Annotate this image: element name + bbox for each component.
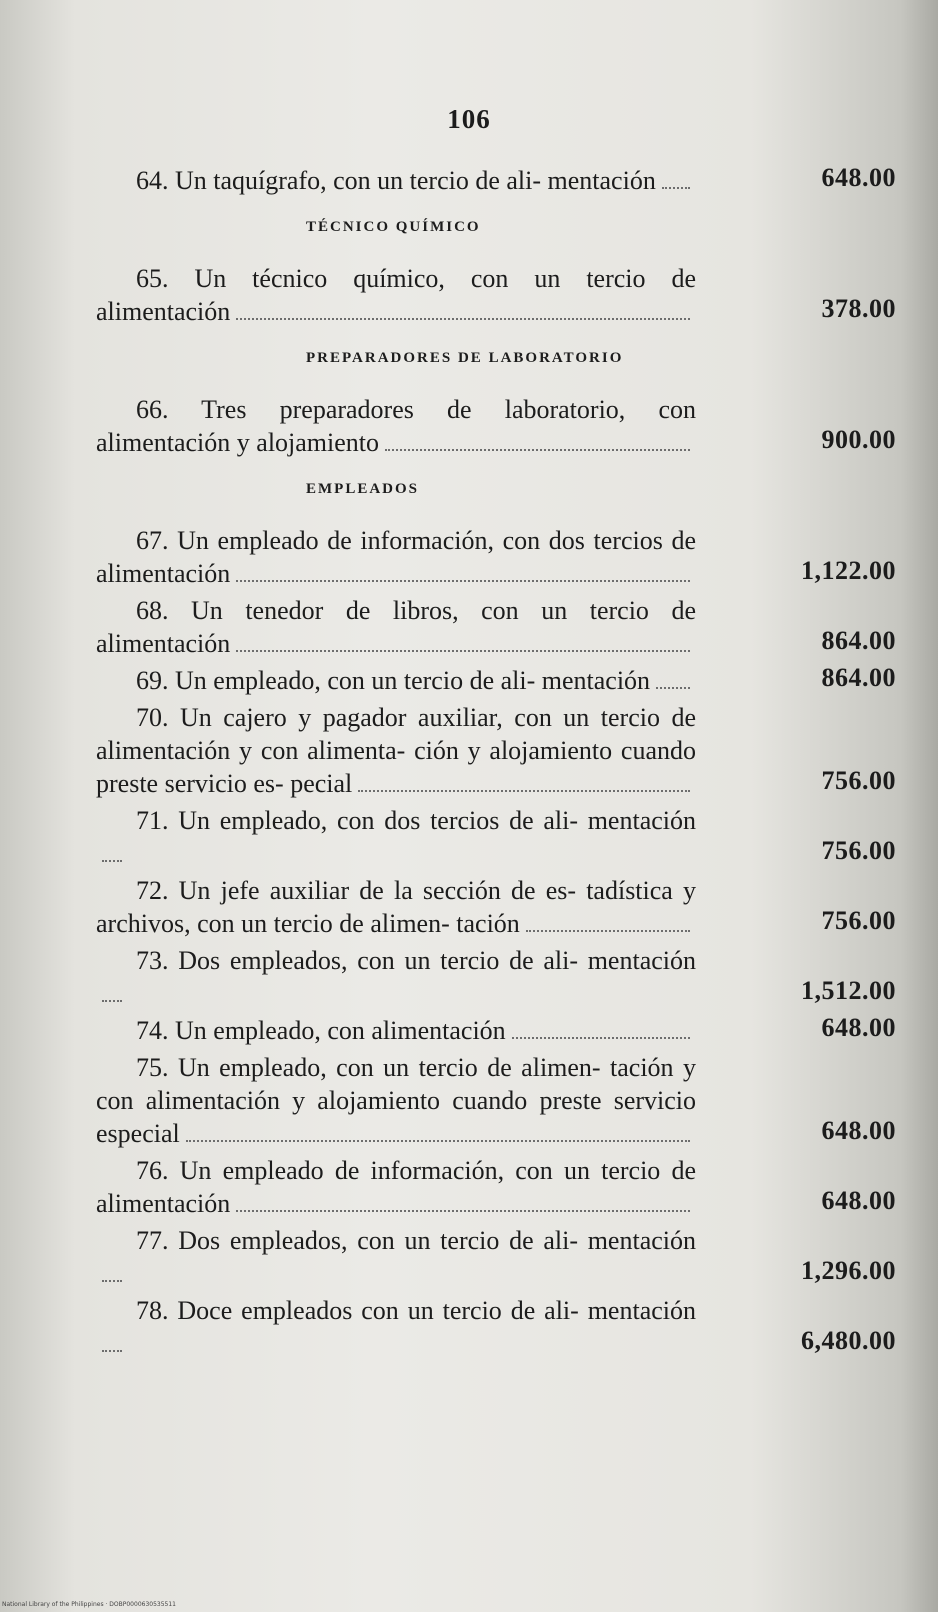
item-amount: 648.00: [821, 1186, 896, 1215]
item-description-end: de alimentación: [96, 596, 696, 658]
leader-dots: [358, 790, 690, 792]
section-heading: PREPARADORES DE LABORATORIO: [306, 350, 624, 366]
item-amount: 900.00: [821, 425, 896, 454]
leader-dots: [102, 860, 122, 862]
leader-dots: [385, 449, 690, 451]
item-description-end: 74. Un empleado, con alimentación: [136, 1016, 506, 1045]
item-description-end: mentación: [587, 1296, 696, 1325]
leader-dots: [512, 1037, 690, 1039]
item-description: 78. Doce empleados con un tercio de ali-: [136, 1296, 579, 1325]
item-description-end: alimentación: [96, 297, 231, 326]
leader-dots: [102, 1280, 122, 1282]
budget-item: [96, 1014, 896, 1047]
item-description: 77. Dos empleados, con un tercio de ali-: [136, 1226, 578, 1255]
library-footer: National Library of the Philippines · DOBP0000630535511: [2, 1601, 176, 1608]
budget-item: [96, 701, 896, 800]
leader-dots: [102, 1000, 122, 1002]
item-description-end: cuando preste servicio especial: [96, 1086, 697, 1148]
item-description: 72. Un jefe auxiliar de la sección de es- tadística y archivos, con un tercio de alimen-: [96, 876, 696, 938]
budget-item-list: [96, 164, 896, 1364]
item-description: 76. Un empleado de información, con un: [136, 1156, 590, 1185]
item-description-end: tercio de alimentación: [96, 1156, 697, 1218]
budget-item: [96, 664, 896, 697]
leader-dots: [186, 1140, 690, 1142]
leader-dots: [102, 1350, 122, 1352]
budget-item: [96, 804, 896, 870]
budget-item: [96, 524, 896, 590]
item-amount: 756.00: [821, 906, 896, 935]
item-description-end: con alimentación y alojamiento: [96, 395, 696, 457]
leader-dots: [236, 318, 690, 320]
item-amount: 756.00: [821, 766, 896, 795]
budget-item: [96, 393, 896, 459]
item-description: 68. Un tenedor de libros, con un tercio: [136, 596, 649, 625]
item-amount: 648.00: [821, 1116, 896, 1145]
item-amount: 648.00: [821, 1013, 896, 1042]
section-heading: TÉCNICO QUÍMICO: [306, 219, 481, 235]
budget-item: [96, 874, 896, 940]
item-description-end: tercios de alimentación: [96, 526, 697, 588]
item-description-end: mentación: [587, 1226, 696, 1255]
item-description: 69. Un empleado, con un tercio de ali-: [136, 666, 536, 695]
item-description-end: pecial: [290, 769, 353, 798]
item-description: 67. Un empleado de información, con dos: [136, 526, 585, 555]
item-amount: 378.00: [821, 294, 896, 323]
leader-dots: [236, 1210, 690, 1212]
item-description: 75. Un empleado, con un tercio de alimen- tación y con alimentación y alojamiento: [96, 1053, 696, 1115]
budget-item: [96, 262, 896, 328]
budget-item: [96, 164, 896, 197]
page-number: 106: [447, 104, 491, 134]
section-heading: EMPLEADOS: [306, 481, 420, 497]
item-description: 64. Un taquígrafo, con un tercio de ali-: [136, 166, 542, 195]
item-description: 71. Un empleado, con dos tercios de ali-: [136, 806, 578, 835]
item-amount: 6,480.00: [801, 1326, 896, 1355]
item-description: 70. Un cajero y pagador auxiliar, con un tercio de alimentación y con alimenta- ción y alojamiento cuando preste servicio es-: [96, 703, 696, 798]
item-amount: 1,122.00: [801, 556, 896, 585]
item-amount: 864.00: [821, 626, 896, 655]
item-amount: 1,512.00: [801, 976, 896, 1005]
item-description-end: mentación: [541, 666, 651, 695]
budget-item: [96, 594, 896, 660]
item-description-end: mentación: [547, 166, 656, 195]
item-description: 65. Un técnico químico, con un tercio de: [136, 264, 696, 293]
leader-dots: [662, 187, 690, 189]
item-description-end: mentación: [587, 806, 696, 835]
item-amount: 648.00: [821, 163, 896, 192]
item-amount: 1,296.00: [801, 1256, 896, 1285]
item-description-end: tación: [456, 909, 520, 938]
leader-dots: [236, 650, 690, 652]
budget-item: [96, 1224, 896, 1290]
budget-item: [96, 944, 896, 1010]
budget-item: [96, 1154, 896, 1220]
budget-item: [96, 1051, 896, 1150]
leader-dots: [236, 580, 690, 582]
leader-dots: [656, 687, 690, 689]
leader-dots: [526, 930, 690, 932]
item-amount: 756.00: [821, 836, 896, 865]
item-amount: 864.00: [821, 663, 896, 692]
item-description: 73. Dos empleados, con un tercio de ali-: [136, 946, 578, 975]
item-description-end: mentación: [587, 946, 696, 975]
budget-item: [96, 1294, 896, 1360]
item-description: 66. Tres preparadores de laboratorio,: [136, 395, 626, 424]
